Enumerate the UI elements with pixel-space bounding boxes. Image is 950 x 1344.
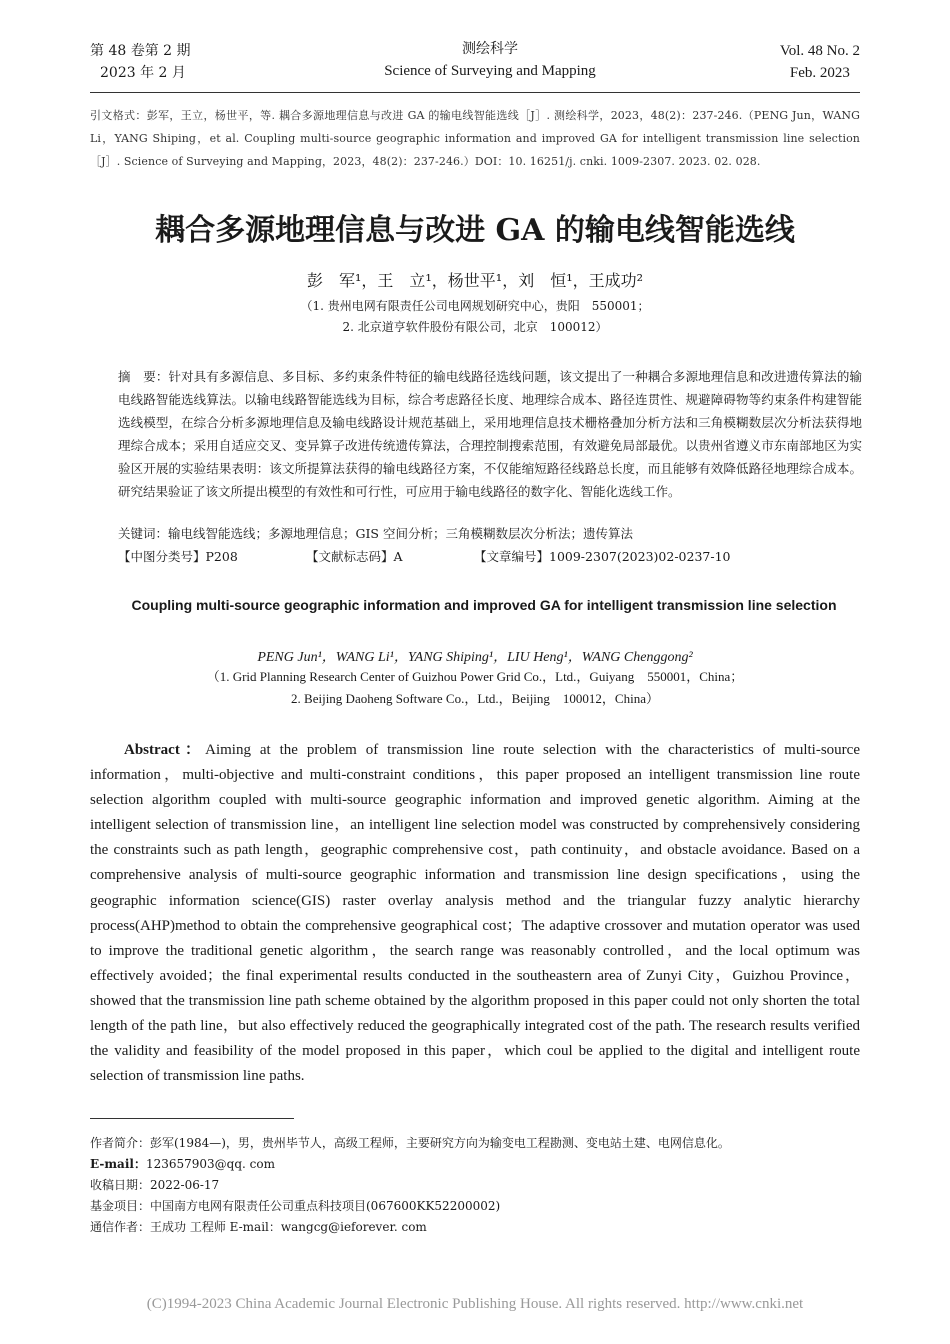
abstract-cn (90, 365, 862, 503)
clc-number: 【中图分类号】P208 (118, 549, 238, 564)
email-label: E-mail： (90, 1157, 146, 1171)
affiliation-cn-1: （1. 贵州电网有限责任公司电网规划研究中心，贵阳 550001； (300, 299, 650, 313)
header-date-cn: 2023 年 2 月 (100, 65, 186, 81)
header-volume-en (780, 40, 860, 84)
paper-title-cn: 耦合多源地理信息与改进 GA 的输电线智能选线 (155, 213, 795, 248)
article-number: 【文章编号】1009-2307(2023)02-0237-10 (474, 549, 731, 564)
footnotes (90, 1133, 730, 1238)
header-volume-cn: 第 48 卷第 2 期 (90, 43, 191, 59)
affiliation-cn-2: 2. 北京道亨软件股份有限公司，北京 100012） (342, 320, 608, 334)
author-email (90, 1154, 730, 1175)
citation-format: 引文格式：彭军，王立，杨世平，等. 耦合多源地理信息与改进 GA 的输电线智能选线［J］. 测绘科学，2023，48(2)：237-246.（PENG Jun，WANG Li，YANG Shiping，et al. Coupling multi-source geographic information and improved GA for intelligent transmission line selection［J］. Science of Surveying and Mapping，2023，48(2)：237-246.）DOI：10. 16251/j. cnki. 1009-2307. 2023. 02. 028. (90, 109, 860, 168)
journal-name-en: Science of Surveying and Mapping (384, 63, 596, 79)
copyright-watermark: (C)1994-2023 China Academic Journal Electronic Publishing House. All rights reserved. http://www.cnki.net (146, 1296, 804, 1312)
header-divider (90, 92, 860, 93)
keywords-cn: 关键词：输电线智能选线；多源地理信息；GIS 空间分析；三角模糊数层次分析法；遗传算法 (118, 526, 633, 541)
journal-name-cn: 测绘科学 (462, 41, 518, 57)
abstract-cn-text: 摘 要：针对具有多源信息、多目标、多约束条件特征的输电线路径选线问题，该文提出了一种耦合多源地理信息和改进遗传算法的输电线路智能选线算法。以输电线路智能选线为目标，综合考虑路径长度、地理综合成本、路径连贯性、规避障碍物等约束条件构建智能选线模型，在综合分析多源地理信息及输电线路设计规范基础上，采用地理信息技术栅格叠加分析方法和三角模糊数层次分析法获得地理综合成本；采用自适应交叉、变异算子改进传统遗传算法，合理控制搜索范围，有效避免局部最优。以贵州省遵义市东南部地区为实验区开展的实验结果表明：该文所提算法获得的输电线路径方案，不仅能缩短路径线路总长度，而且能够有效降低路径地理综合成本。研究结果验证了该文所提出模型的有效性和可行性，可应用于输电线路径的数字化、智能化选线工作。 (118, 369, 862, 499)
header-date-en: Feb. 2023 (789, 65, 850, 81)
author-intro: 作者简介：彭军(1984—)，男，贵州毕节人，高级工程师，主要研究方向为输变电工程勘测、变电站土建、电网信息化。 (90, 1136, 730, 1150)
abstract-en (90, 738, 860, 1089)
footnote-divider (90, 1118, 294, 1119)
affiliation-en-2: 2. Beijing Daoheng Software Co.，Ltd.，Beijing 100012，China） (291, 691, 659, 706)
paper-title-en: Coupling multi-source geographic information and improved GA for intelligent transmission line selection (131, 597, 837, 613)
email-value: 123657903@qq. com (145, 1157, 275, 1171)
abstract-en-text: Aiming at the problem of transmission line route selection with the characteristics of multi-source information，multi-objective and multi-constraint conditions，this paper proposed an intelligent transmission line route selection algorithm coupled with multi-source geographic information and improved genetic algorithm. Aiming at the intelligent selection of transmission line，an intelligent line selection model was constructed by comprehensively considering the constraints such as path length，geographic comprehensive cost，path continuity，and obstacle avoidance. Based on a comprehensive analysis of multi-source geographic information and transmission line design specifications，using the geographic information science(GIS) raster overlay analysis method and the triangular fuzzy analytic hierarchy process(AHP)method to obtain the comprehensive geographical cost；The adaptive crossover and mutation operator was used to improve the traditional genetic algorithm，the search range was reasonably controlled，and the local optimum was effectively avoided；the final experimental results conducted in the southeastern area of Zunyi City，Guizhou Province，showed that the transmission line path scheme obtained by the algorithm proposed in this paper could not only shorten the total length of the path line，but also effectively reduced the geographically integrated cost of the path. The research results verified the validity and feasibility of the model proposed in this paper，which coul be applied to the digital and intelligent route selection of transmission line paths. (90, 742, 860, 1085)
affiliations-en (0, 666, 950, 710)
abstract-en-label: Abstract： (124, 742, 206, 758)
authors-en: PENG Jun¹，WANG Li¹，YANG Shiping¹，LIU Heng¹，WANG Chenggong² (257, 650, 693, 665)
header-vol-en: Vol. 48 No. 2 (779, 43, 860, 59)
authors-cn: 彭 军¹，王 立¹，杨世平¹，刘 恒¹，王成功² (306, 271, 644, 290)
fund-project: 基金项目：中国南方电网有限责任公司重点科技项目(067600KK52200002) (90, 1199, 501, 1213)
affiliation-en-1: （1. Grid Planning Research Center of Guizhou Power Grid Co.，Ltd.，Guiyang 550001，China； (206, 669, 744, 684)
received-date: 收稿日期：2022-06-17 (90, 1178, 220, 1192)
document-code: 【文献标志码】A (306, 549, 403, 564)
affiliations-cn (0, 296, 950, 338)
corresponding-author: 通信作者：王成功 工程师 E-mail：wangcg@ieforever. com (90, 1220, 427, 1234)
